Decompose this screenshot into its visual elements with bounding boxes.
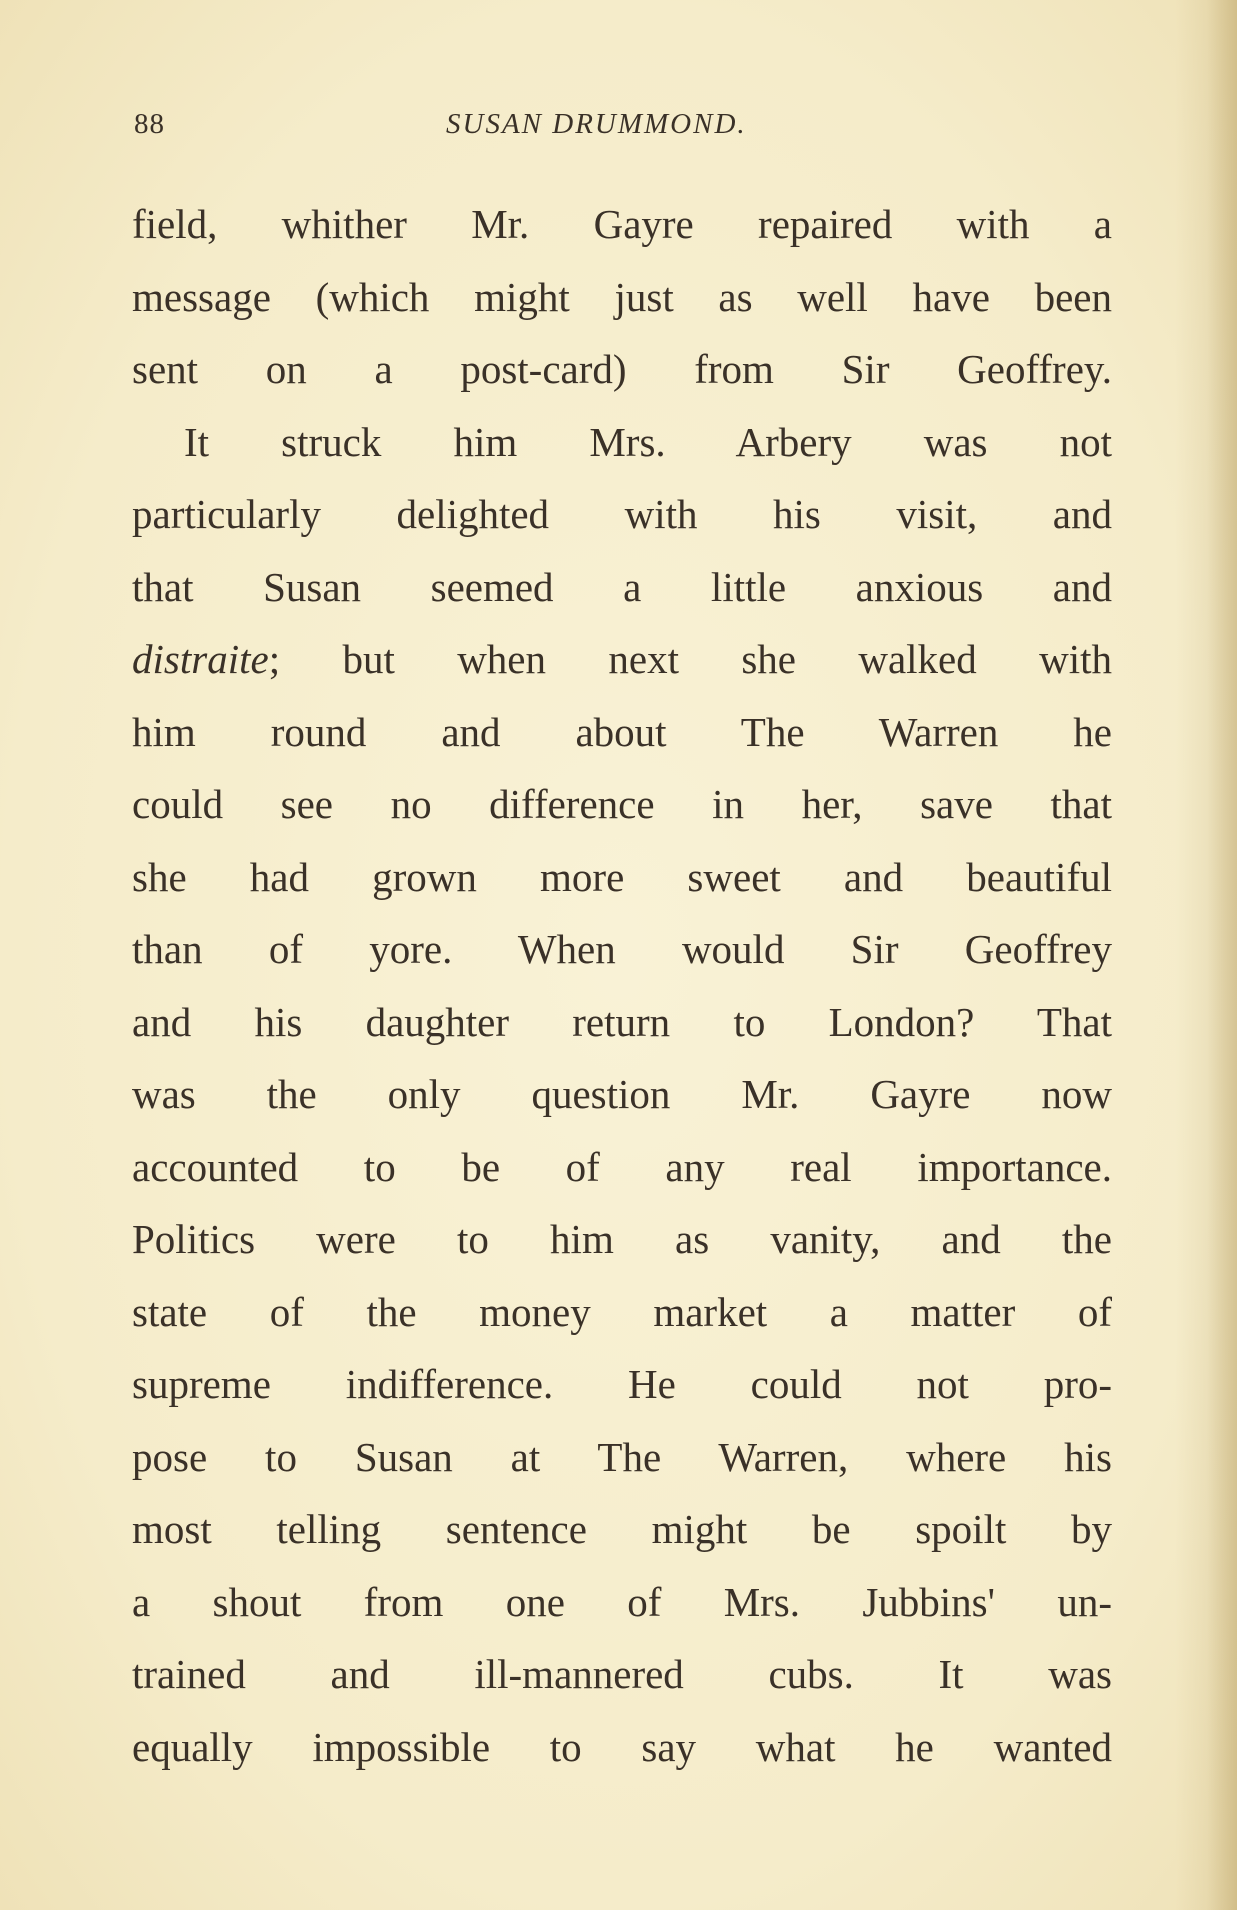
text-line: was the only question Mr. Gayre now — [132, 1071, 1112, 1117]
text-line: trained and ill-mannered cubs. It was — [132, 1651, 1112, 1697]
text-line: supreme indifference. He could not pro- — [132, 1361, 1112, 1407]
running-head — [134, 108, 1114, 148]
text-line: field, whither Mr. Gayre repaired with a — [132, 201, 1112, 247]
text-line: than of yore. When would Sir Geoffrey — [132, 926, 1112, 972]
text-line: sent on a post-card) from Sir Geoffrey. — [132, 346, 1112, 392]
text-line: a shout from one of Mrs. Jubbins' un- — [132, 1578, 1112, 1625]
text-line: equally impossible to say what he wanted — [132, 1723, 1112, 1770]
italic-word: distraite — [132, 636, 269, 682]
text-line: most telling sentence might be spoilt by — [132, 1506, 1112, 1552]
text-line: particularly delighted with his visit, and — [132, 491, 1112, 537]
page-edge-shadow — [1207, 0, 1237, 1910]
text-line: message (which might just as well have been — [132, 273, 1112, 320]
body-text — [132, 188, 1112, 1783]
text-line: It struck him Mrs. Arbery was not — [184, 418, 1112, 465]
text-line: she had grown more sweet and beautiful — [132, 853, 1112, 900]
running-title: SUSAN DRUMMOND. — [446, 108, 747, 140]
text-line: that Susan seemed a little anxious and — [132, 563, 1112, 610]
text-line: could see no difference in her, save that — [132, 781, 1112, 827]
text-line: accounted to be of any real importance. — [132, 1143, 1112, 1190]
text-line — [132, 623, 1112, 696]
text-line-rest: ; but when next she walked with — [268, 636, 1112, 682]
text-line: state of the money market a matter of — [132, 1288, 1112, 1335]
text-line: him round and about The Warren he — [132, 708, 1112, 755]
page-number: 88 — [134, 108, 165, 140]
text-line: Politics were to him as vanity, and the — [132, 1216, 1112, 1262]
text-line: and his daughter return to London? That — [132, 998, 1112, 1045]
text-line: pose to Susan at The Warren, where his — [132, 1433, 1112, 1480]
